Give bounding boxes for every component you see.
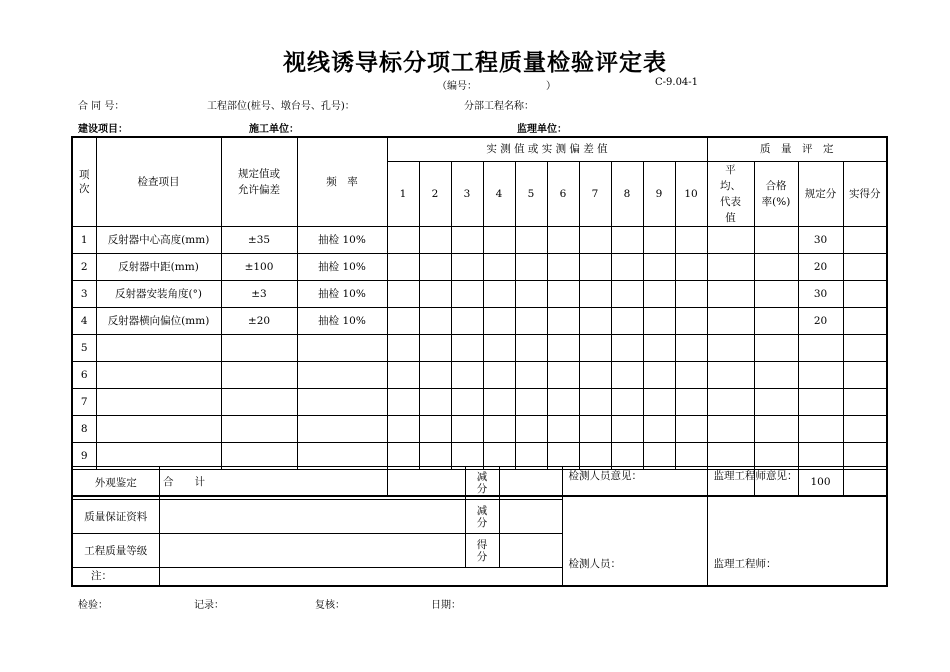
grade-value[interactable] <box>159 534 465 568</box>
col-7: 7 <box>579 161 611 226</box>
measured-cell-2[interactable] <box>419 253 451 280</box>
contractor-label: 施工单位： <box>249 124 299 135</box>
row-spec: ±20 <box>221 307 297 334</box>
measured-cell-2[interactable] <box>419 226 451 253</box>
header-pass-rate: 合格率(%) <box>754 161 798 226</box>
row-pass-rate[interactable] <box>754 415 798 442</box>
row-no: 6 <box>72 361 96 388</box>
measured-cell-2[interactable] <box>419 388 451 415</box>
col-3: 3 <box>451 161 483 226</box>
row-no: 2 <box>72 253 96 280</box>
measured-cell-6[interactable] <box>547 253 579 280</box>
measured-cell-5[interactable] <box>515 388 547 415</box>
appearance-label: 外观鉴定 <box>72 467 159 500</box>
measured-cell-5[interactable] <box>515 361 547 388</box>
measured-cell-2[interactable] <box>419 280 451 307</box>
measured-cell-7[interactable] <box>579 253 611 280</box>
row-avg[interactable] <box>707 388 754 415</box>
row-no: 8 <box>72 415 96 442</box>
measured-cell-10[interactable] <box>675 226 707 253</box>
deduct-value-2[interactable] <box>499 500 562 534</box>
row-item: 反射器中距(mm) <box>96 253 221 280</box>
measured-cell-7[interactable] <box>579 334 611 361</box>
row-no: 9 <box>72 442 96 469</box>
row-no: 4 <box>72 307 96 334</box>
serial-label: （编号： <box>437 81 477 92</box>
row-spec-score: 20 <box>798 253 843 280</box>
col-10: 10 <box>675 161 707 226</box>
measured-cell-4[interactable] <box>483 361 515 388</box>
measured-cell-7[interactable] <box>579 226 611 253</box>
measured-cell-9[interactable] <box>643 334 675 361</box>
row-spec: ±100 <box>221 253 297 280</box>
contract-no-label: 合 同 号： <box>78 101 125 112</box>
location-label: 工程部位(桩号、墩台号、孔号)： <box>207 101 355 112</box>
row-actual-score[interactable] <box>843 226 887 253</box>
measured-cell-3[interactable] <box>451 334 483 361</box>
total-score: 100 <box>798 469 843 496</box>
row-spec-score <box>798 361 843 388</box>
row-no: 7 <box>72 388 96 415</box>
appearance-value[interactable] <box>159 467 465 500</box>
row-item <box>96 334 221 361</box>
row-item <box>96 415 221 442</box>
row-spec-score <box>798 334 843 361</box>
row-freq: 抽检 10% <box>297 253 387 280</box>
row-actual-score[interactable] <box>843 280 887 307</box>
measured-cell-4[interactable] <box>483 280 515 307</box>
gain-value[interactable] <box>499 534 562 568</box>
measured-cell-9[interactable] <box>643 253 675 280</box>
row-pass-rate[interactable] <box>754 253 798 280</box>
row-spec-score: 20 <box>798 307 843 334</box>
measured-cell-7[interactable] <box>579 415 611 442</box>
measured-cell-8[interactable] <box>611 253 643 280</box>
note-value[interactable] <box>159 568 562 586</box>
measured-cell-5[interactable] <box>515 415 547 442</box>
measured-cell-6[interactable] <box>547 334 579 361</box>
measured-cell-2[interactable] <box>419 361 451 388</box>
measured-cell-1[interactable] <box>387 253 419 280</box>
row-freq <box>297 442 387 469</box>
measured-cell-6[interactable] <box>547 442 579 469</box>
measured-cell-3[interactable] <box>451 361 483 388</box>
row-freq <box>297 361 387 388</box>
measured-cell-1[interactable] <box>387 226 419 253</box>
measured-cell-10[interactable] <box>675 415 707 442</box>
grade-label: 工程质量等级 <box>72 534 159 568</box>
inspector-opinion-cell[interactable] <box>562 467 707 586</box>
row-item: 反射器安装角度(°) <box>96 280 221 307</box>
col-4: 4 <box>483 161 515 226</box>
measured-cell-9[interactable] <box>643 307 675 334</box>
measured-cell-4[interactable] <box>483 334 515 361</box>
measured-cell-3[interactable] <box>451 415 483 442</box>
form-code: C-9.04-1 <box>655 77 699 88</box>
construction-project-label: 建设项目： <box>78 124 128 135</box>
measured-cell-8[interactable] <box>611 226 643 253</box>
table-row <box>72 280 887 307</box>
row-item <box>96 388 221 415</box>
row-freq <box>297 388 387 415</box>
measured-cell-4[interactable] <box>483 388 515 415</box>
row-actual-score[interactable] <box>843 361 887 388</box>
measured-cell-8[interactable] <box>611 415 643 442</box>
col-9: 9 <box>643 161 675 226</box>
row-avg[interactable] <box>707 442 754 469</box>
row-spec-score <box>798 388 843 415</box>
measured-cell-8[interactable] <box>611 280 643 307</box>
row-spec-score: 30 <box>798 280 843 307</box>
table-row <box>72 226 887 253</box>
page-title: 视线诱导标分项工程质量检验评定表 <box>283 50 667 76</box>
measured-cell-6[interactable] <box>547 280 579 307</box>
row-pass-rate[interactable] <box>754 334 798 361</box>
row-freq <box>297 415 387 442</box>
measured-cell-4[interactable] <box>483 442 515 469</box>
row-pass-rate[interactable] <box>754 307 798 334</box>
measured-cell-5[interactable] <box>515 280 547 307</box>
measured-cell-2[interactable] <box>419 307 451 334</box>
measured-cell-5[interactable] <box>515 442 547 469</box>
measured-cell-10[interactable] <box>675 388 707 415</box>
deduct-label-1: 减分 <box>465 467 499 500</box>
row-avg[interactable] <box>707 334 754 361</box>
total-label: 合 计 <box>72 469 387 496</box>
row-freq <box>297 334 387 361</box>
row-avg[interactable] <box>707 361 754 388</box>
engineer-label: 监理工程师： <box>713 557 777 570</box>
row-pass-rate[interactable] <box>754 226 798 253</box>
col-8: 8 <box>611 161 643 226</box>
measured-cell-10[interactable] <box>675 442 707 469</box>
measured-cell-5[interactable] <box>515 334 547 361</box>
row-freq: 抽检 10% <box>297 226 387 253</box>
evaluation-table <box>71 466 888 587</box>
measured-cell-2[interactable] <box>419 415 451 442</box>
measured-cell-4[interactable] <box>483 253 515 280</box>
row-avg[interactable] <box>707 253 754 280</box>
measured-cell-6[interactable] <box>547 307 579 334</box>
note-label: 注： <box>72 568 159 586</box>
measured-cell-2[interactable] <box>419 442 451 469</box>
measured-cell-7[interactable] <box>579 280 611 307</box>
row-spec <box>221 334 297 361</box>
measured-cell-2[interactable] <box>419 334 451 361</box>
col-2: 2 <box>419 161 451 226</box>
measured-cell-6[interactable] <box>547 361 579 388</box>
gain-label: 得分 <box>465 534 499 568</box>
row-actual-score[interactable] <box>843 388 887 415</box>
measured-cell-9[interactable] <box>643 442 675 469</box>
measured-cell-8[interactable] <box>611 442 643 469</box>
subproject-label: 分部工程名称： <box>464 101 534 112</box>
measured-cell-9[interactable] <box>643 361 675 388</box>
row-spec-score <box>798 442 843 469</box>
serial-close: ） <box>546 81 556 92</box>
row-spec <box>221 442 297 469</box>
row-avg[interactable] <box>707 415 754 442</box>
engineer-opinion-label: 监理工程师意见： <box>713 470 798 482</box>
measured-cell-4[interactable] <box>483 307 515 334</box>
measured-cell-10[interactable] <box>675 361 707 388</box>
row-item: 反射器中心高度(mm) <box>96 226 221 253</box>
measured-cell-7[interactable] <box>579 307 611 334</box>
measured-cell-3[interactable] <box>451 253 483 280</box>
row-freq: 抽检 10% <box>297 307 387 334</box>
table-row <box>72 388 887 415</box>
inspector-label: 检测人员： <box>568 557 621 570</box>
quality-docs-label: 质量保证资料 <box>72 500 159 534</box>
measured-cell-7[interactable] <box>579 361 611 388</box>
row-item <box>96 442 221 469</box>
measured-cell-3[interactable] <box>451 307 483 334</box>
measured-cell-7[interactable] <box>579 442 611 469</box>
col-6: 6 <box>547 161 579 226</box>
row-avg[interactable] <box>707 280 754 307</box>
row-actual-score[interactable] <box>843 253 887 280</box>
deduct-value-1[interactable] <box>499 467 562 500</box>
header-actual-score: 实得分 <box>843 161 887 226</box>
measured-cell-1[interactable] <box>387 442 419 469</box>
row-actual-score[interactable] <box>843 415 887 442</box>
inspection-table <box>71 136 888 497</box>
header-seq: 项次 <box>72 137 96 226</box>
measured-cell-3[interactable] <box>451 280 483 307</box>
header-avg: 平均、代表值 <box>707 161 754 226</box>
measured-cell-7[interactable] <box>579 388 611 415</box>
row-freq: 抽检 10% <box>297 280 387 307</box>
row-spec <box>221 361 297 388</box>
header-item: 检查项目 <box>96 137 221 226</box>
measured-cell-5[interactable] <box>515 253 547 280</box>
measured-cell-1[interactable] <box>387 307 419 334</box>
measured-cell-9[interactable] <box>643 388 675 415</box>
col-1: 1 <box>387 161 419 226</box>
measured-cell-8[interactable] <box>611 388 643 415</box>
deduct-label-2: 减分 <box>465 500 499 534</box>
measured-cell-1[interactable] <box>387 280 419 307</box>
measured-cell-10[interactable] <box>675 253 707 280</box>
table-row <box>72 415 887 442</box>
footer-date: 日期： <box>431 600 461 611</box>
row-pass-rate[interactable] <box>754 388 798 415</box>
row-spec <box>221 388 297 415</box>
measured-cell-1[interactable] <box>387 334 419 361</box>
header-measured: 实 测 值 或 实 测 偏 差 值 <box>387 137 707 161</box>
measured-cell-1[interactable] <box>387 388 419 415</box>
measured-cell-3[interactable] <box>451 388 483 415</box>
table-row <box>72 334 887 361</box>
row-spec: ±3 <box>221 280 297 307</box>
row-actual-score[interactable] <box>843 334 887 361</box>
table-row <box>72 361 887 388</box>
row-item <box>96 361 221 388</box>
measured-cell-4[interactable] <box>483 226 515 253</box>
measured-cell-9[interactable] <box>643 280 675 307</box>
measured-cell-1[interactable] <box>387 415 419 442</box>
measured-cell-10[interactable] <box>675 280 707 307</box>
row-spec-score: 30 <box>798 226 843 253</box>
row-avg[interactable] <box>707 226 754 253</box>
row-no: 1 <box>72 226 96 253</box>
row-spec-score <box>798 415 843 442</box>
measured-cell-10[interactable] <box>675 334 707 361</box>
measured-cell-4[interactable] <box>483 415 515 442</box>
row-item: 反射器横向偏位(mm) <box>96 307 221 334</box>
measured-cell-6[interactable] <box>547 415 579 442</box>
col-5: 5 <box>515 161 547 226</box>
measured-cell-6[interactable] <box>547 226 579 253</box>
engineer-opinion-cell[interactable] <box>707 467 887 586</box>
footer-check: 检验： <box>78 600 108 611</box>
row-avg[interactable] <box>707 307 754 334</box>
measured-cell-8[interactable] <box>611 334 643 361</box>
header-spec-score: 规定分 <box>798 161 843 226</box>
inspector-opinion-label: 检测人员意见： <box>568 470 642 482</box>
row-pass-rate[interactable] <box>754 280 798 307</box>
table-row <box>72 307 887 334</box>
header-freq: 频 率 <box>297 137 387 226</box>
measured-cell-9[interactable] <box>643 226 675 253</box>
row-actual-score[interactable] <box>843 442 887 469</box>
row-pass-rate[interactable] <box>754 442 798 469</box>
table-row <box>72 253 887 280</box>
header-spec: 规定值或允许偏差 <box>221 137 297 226</box>
supervisor-label: 监理单位： <box>517 124 567 135</box>
row-spec <box>221 415 297 442</box>
row-actual-score[interactable] <box>843 307 887 334</box>
header-quality: 质 量 评 定 <box>707 137 887 161</box>
measured-cell-9[interactable] <box>643 415 675 442</box>
measured-cell-8[interactable] <box>611 361 643 388</box>
measured-cell-3[interactable] <box>451 226 483 253</box>
footer-review: 复核： <box>315 600 345 611</box>
row-spec: ±35 <box>221 226 297 253</box>
measured-cell-3[interactable] <box>451 442 483 469</box>
row-no: 3 <box>72 280 96 307</box>
row-no: 5 <box>72 334 96 361</box>
measured-cell-5[interactable] <box>515 307 547 334</box>
measured-cell-10[interactable] <box>675 307 707 334</box>
quality-docs-value[interactable] <box>159 500 465 534</box>
measured-cell-6[interactable] <box>547 388 579 415</box>
measured-cell-5[interactable] <box>515 226 547 253</box>
measured-cell-8[interactable] <box>611 307 643 334</box>
row-pass-rate[interactable] <box>754 361 798 388</box>
footer-record: 记录： <box>194 600 224 611</box>
measured-cell-1[interactable] <box>387 361 419 388</box>
table-row <box>72 442 887 469</box>
